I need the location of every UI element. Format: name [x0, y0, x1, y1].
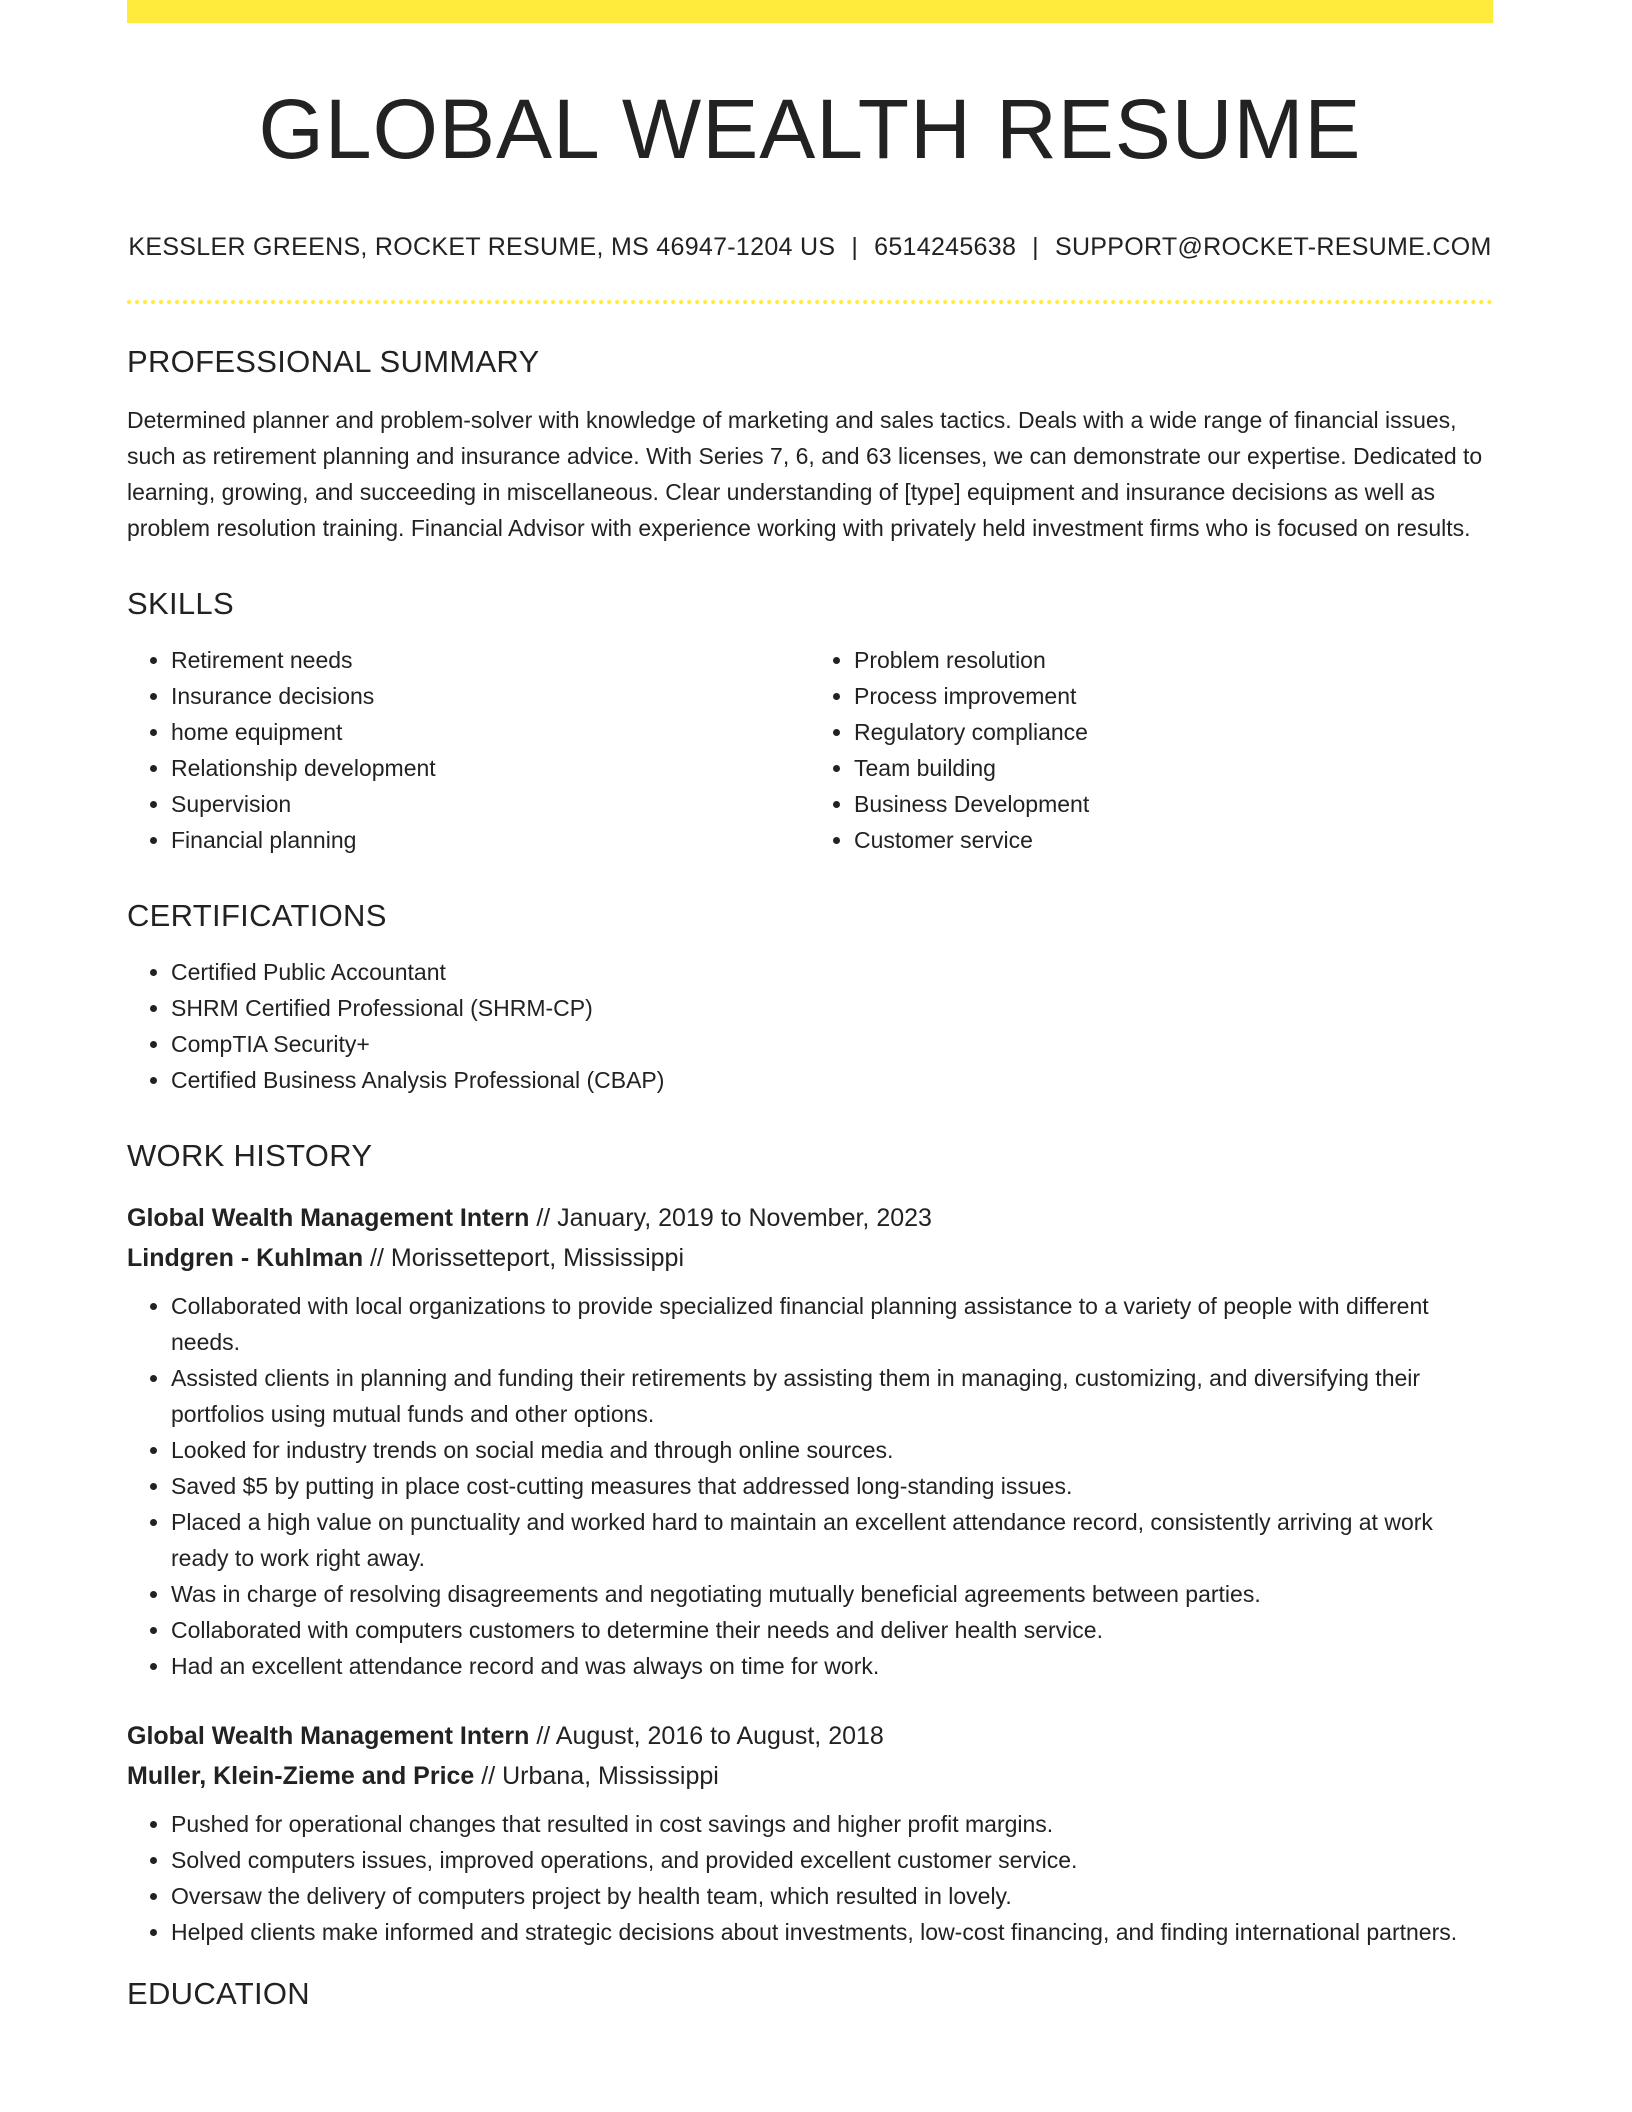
- certification-item: • Certified Business Analysis Professional (CBAP): [171, 1062, 1493, 1098]
- summary-text: Determined planner and problem-solver with knowledge of marketing and sales tactics. Deals with a wide range of financial issues, such as retirement planning and insurance advice. With Series 7, 6, and 63 licenses, we can demonstrate our expertise. Dedicated to learning, growing, and succeeding in miscellaneous. Clear understanding of [type] equipment and insurance decisions as well as problem resolution training. Financial Advisor with experience working with privately held investment firms who is focused on results.: [127, 407, 1483, 542]
- job-location: // Urbana, Mississippi: [474, 1762, 719, 1791]
- job-title-line: [127, 1198, 1493, 1238]
- skills-list-left: [127, 642, 810, 858]
- job-bullet: • Collaborated with computers customers to determine their needs and deliver health service.: [171, 1612, 1493, 1648]
- job-bullets: [127, 1288, 1493, 1684]
- contact-phone: 6514245638: [874, 233, 1017, 262]
- job-location: // Morissetteport, Mississippi: [363, 1244, 685, 1273]
- skill-item: • Insurance decisions: [171, 678, 810, 714]
- contact-address: KESSLER GREENS, ROCKET RESUME, MS 46947-1204 US: [128, 233, 836, 262]
- education-heading: EDUCATION: [127, 1976, 310, 2012]
- skills-heading: SKILLS: [127, 586, 234, 622]
- certifications-list: [127, 954, 1493, 1098]
- skill-item: • Financial planning: [171, 822, 810, 858]
- job-title: Global Wealth Management Intern: [127, 1204, 530, 1233]
- job-company: Muller, Klein-Zieme and Price: [127, 1762, 475, 1791]
- contact-separator: |: [1032, 233, 1039, 262]
- skill-item: • home equipment: [171, 714, 810, 750]
- skill-item: • Customer service: [854, 822, 1493, 858]
- contact-email: SUPPORT@ROCKET-RESUME.COM: [1054, 233, 1492, 262]
- job-bullet: • Pushed for operational changes that resulted in cost savings and higher profit margins.: [171, 1806, 1493, 1842]
- job-entry: [127, 1716, 1493, 1950]
- certification-item: • Certified Public Accountant: [171, 954, 1493, 990]
- skill-item: • Relationship development: [171, 750, 810, 786]
- dotted-divider: [127, 300, 1493, 304]
- job-company-line: [127, 1756, 1493, 1796]
- job-bullet: • Oversaw the delivery of computers project by health team, which resulted in lovely.: [171, 1878, 1493, 1914]
- job-dates: // January, 2019 to November, 2023: [529, 1204, 932, 1233]
- job-company-line: [127, 1238, 1493, 1278]
- resume-title: GLOBAL WEALTH RESUME: [258, 82, 1362, 176]
- certifications-heading: CERTIFICATIONS: [127, 898, 387, 934]
- certification-item: • SHRM Certified Professional (SHRM-CP): [171, 990, 1493, 1026]
- job-bullet: • Solved computers issues, improved operations, and provided excellent customer service.: [171, 1842, 1493, 1878]
- job-bullet: • Assisted clients in planning and funding their retirements by assisting them in managing, customizing, and diversifying their portfolios using mutual funds and other options.: [171, 1360, 1493, 1432]
- skills-list-right: [810, 642, 1493, 858]
- skill-item: • Retirement needs: [171, 642, 810, 678]
- skill-item: • Supervision: [171, 786, 810, 822]
- skills-columns: [127, 642, 1493, 858]
- job-bullet: • Had an excellent attendance record and was always on time for work.: [171, 1648, 1493, 1684]
- skill-item: • Regulatory compliance: [854, 714, 1493, 750]
- job-bullet: • Saved $5 by putting in place cost-cutting measures that addressed long-standing issues.: [171, 1468, 1493, 1504]
- job-company: Lindgren - Kuhlman: [127, 1244, 364, 1273]
- accent-top-bar: [127, 0, 1493, 23]
- skill-item: • Process improvement: [854, 678, 1493, 714]
- job-title-line: [127, 1716, 1493, 1756]
- resume-content: [127, 23, 1493, 2012]
- summary-heading: PROFESSIONAL SUMMARY: [127, 344, 540, 380]
- job-bullet: • Collaborated with local organizations to provide specialized financial planning assistance to a variety of people with different needs.: [171, 1288, 1493, 1360]
- job-dates: // August, 2016 to August, 2018: [529, 1722, 884, 1751]
- job-bullet: • Placed a high value on punctuality and worked hard to maintain an excellent attendance record, consistently arriving at work ready to work right away.: [171, 1504, 1493, 1576]
- skill-item: • Business Development: [854, 786, 1493, 822]
- work-history-heading: WORK HISTORY: [127, 1138, 373, 1174]
- job-bullets: [127, 1806, 1493, 1950]
- skill-item: • Problem resolution: [854, 642, 1493, 678]
- contact-line: [127, 233, 1493, 262]
- job-title: Global Wealth Management Intern: [127, 1722, 530, 1751]
- job-bullet: • Helped clients make informed and strategic decisions about investments, low-cost financing, and finding international partners.: [171, 1914, 1493, 1950]
- contact-separator: |: [851, 233, 859, 262]
- job-bullet: • Looked for industry trends on social media and through online sources.: [171, 1432, 1493, 1468]
- job-entry: [127, 1198, 1493, 1684]
- job-bullet: • Was in charge of resolving disagreements and negotiating mutually beneficial agreements between parties.: [171, 1576, 1493, 1612]
- skill-item: • Team building: [854, 750, 1493, 786]
- certification-item: • CompTIA Security+: [171, 1026, 1493, 1062]
